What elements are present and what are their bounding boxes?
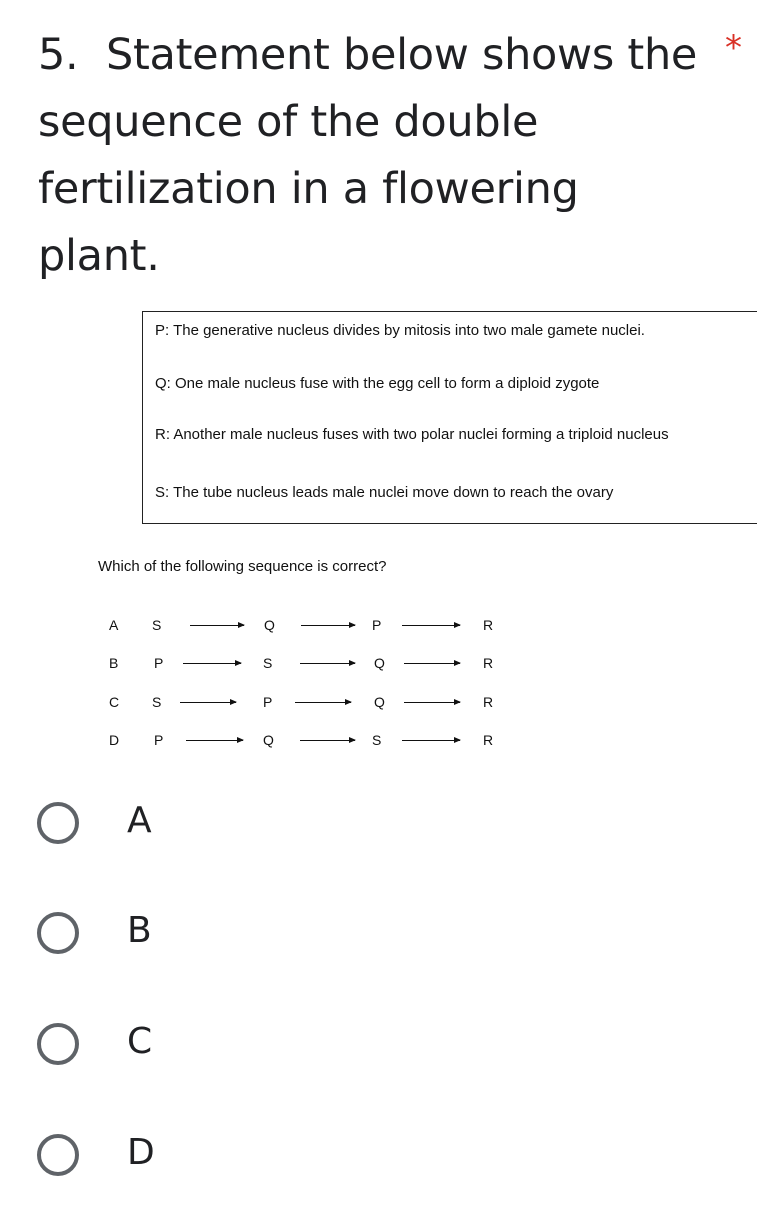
arrow-icon [300, 740, 355, 741]
sequence-step: P [154, 655, 164, 671]
sequence-step: R [483, 732, 494, 748]
radio-button-icon[interactable] [37, 1134, 79, 1176]
question-text: Statement below shows the sequence of the double fertilization in a flowering plant. [38, 30, 698, 281]
sequence-step: R [483, 694, 494, 710]
sequence-step: P [372, 617, 382, 633]
radio-button-icon[interactable] [37, 802, 79, 844]
arrow-icon [186, 740, 243, 741]
option-d[interactable] [37, 1134, 337, 1184]
sequence-step: P [263, 694, 273, 710]
option-label: D [127, 1132, 155, 1173]
sequence-step: Q [263, 732, 274, 748]
sequence-row-b [0, 655, 757, 677]
sequence-step: P [154, 732, 164, 748]
arrow-icon [190, 625, 244, 626]
statement-s: S: The tube nucleus leads male nuclei move down to reach the ovary [155, 484, 614, 501]
sequence-step: Q [374, 694, 385, 710]
option-b[interactable] [37, 912, 337, 962]
question-title [38, 22, 698, 290]
sequence-question: Which of the following sequence is correct? [98, 558, 387, 575]
option-a[interactable] [37, 802, 337, 852]
option-label: B [127, 910, 152, 951]
arrow-icon [180, 702, 236, 703]
arrow-icon [295, 702, 351, 703]
statement-p: P: The generative nucleus divides by mitosis into two male gamete nuclei. [155, 322, 645, 339]
arrow-icon [183, 663, 241, 664]
sequence-step: S [372, 732, 382, 748]
arrow-icon [301, 625, 355, 626]
sequence-row-a [0, 617, 757, 639]
sequence-letter: D [109, 732, 120, 748]
arrow-icon [404, 663, 460, 664]
arrow-icon [402, 740, 460, 741]
statement-r: R: Another male nucleus fuses with two polar nuclei forming a triploid nucleus [155, 426, 669, 443]
question-number: 5. [38, 30, 79, 80]
arrow-icon [404, 702, 460, 703]
sequence-step: R [483, 655, 494, 671]
option-label: A [127, 800, 152, 841]
sequence-letter: A [109, 617, 119, 633]
option-c[interactable] [37, 1023, 337, 1073]
sequence-step: Q [374, 655, 385, 671]
sequence-step: Q [264, 617, 275, 633]
radio-button-icon[interactable] [37, 912, 79, 954]
sequence-letter: C [109, 694, 120, 710]
required-asterisk: * [725, 28, 742, 68]
sequence-step: S [152, 694, 162, 710]
sequence-row-d [0, 732, 757, 754]
radio-button-icon[interactable] [37, 1023, 79, 1065]
arrow-icon [402, 625, 460, 626]
sequence-step: S [152, 617, 162, 633]
sequence-letter: B [109, 655, 119, 671]
sequence-step: S [263, 655, 273, 671]
arrow-icon [300, 663, 355, 664]
statement-q: Q: One male nucleus fuse with the egg cell to form a diploid zygote [155, 375, 600, 392]
sequence-row-c [0, 694, 757, 716]
option-label: C [127, 1021, 153, 1062]
sequence-step: R [483, 617, 494, 633]
